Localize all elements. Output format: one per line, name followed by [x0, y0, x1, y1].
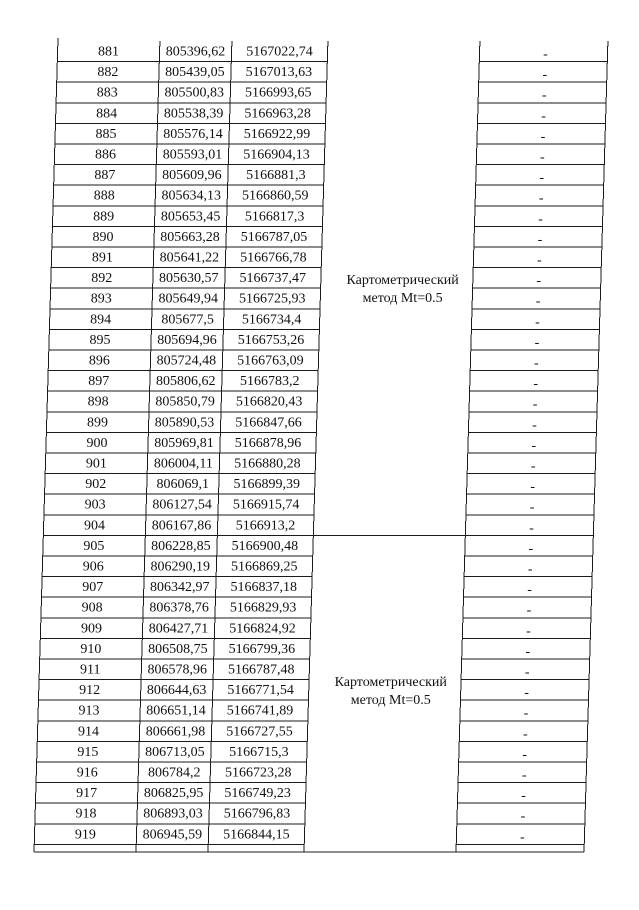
coordinate-y: 5166783,2	[240, 374, 300, 390]
coordinate-y: 5166766,78	[240, 250, 307, 266]
point-number: 894	[90, 312, 112, 328]
coordinate-y: 5166715,3	[229, 744, 289, 760]
point-number: 912	[79, 683, 101, 699]
coordinate-x: 805641,22	[159, 250, 220, 266]
point-number: 918	[75, 806, 97, 822]
point-number: 888	[93, 188, 115, 204]
coordinate-y: 5166753,26	[237, 332, 305, 348]
remark-dash: -	[535, 294, 541, 310]
coordinate-y: 5166899,39	[233, 477, 300, 493]
coordinate-x: 806893,03	[143, 806, 203, 822]
coordinate-x: 806784,2	[147, 765, 201, 781]
coordinate-x: 806228,85	[151, 538, 211, 554]
remark-dash: -	[541, 108, 546, 124]
remark-dash: -	[529, 520, 534, 536]
point-number: 897	[88, 374, 110, 390]
remark-dash: -	[521, 768, 527, 783]
remark-dash: -	[524, 665, 530, 680]
point-number: 915	[77, 744, 99, 760]
point-number: 917	[76, 786, 98, 802]
coordinate-x: 806713,05	[145, 744, 205, 760]
coordinate-y: 5166741,89	[226, 703, 294, 719]
coordinate-x: 805677,5	[161, 312, 214, 328]
remark-dash: -	[523, 706, 529, 722]
point-number: 901	[85, 456, 107, 472]
column-divider	[456, 41, 480, 852]
point-number: 885	[95, 126, 117, 142]
point-number: 905	[83, 538, 105, 554]
coordinate-y: 5166900,48	[231, 538, 299, 554]
remark-dash: -	[534, 335, 540, 351]
point-number: 907	[82, 580, 104, 596]
method-label-line2: метод Mt=0.5	[362, 291, 443, 307]
method-label-line1: Картометрический	[334, 674, 447, 690]
coordinate-y: 5166796,83	[223, 806, 291, 822]
coordinate-y: 5166737,47	[239, 271, 307, 287]
coordinate-x: 806069,1	[156, 477, 209, 493]
remark-dash: -	[537, 232, 543, 248]
coordinate-x: 805694,96	[157, 332, 217, 348]
coordinate-y: 5166860,59	[241, 188, 309, 204]
coordinate-x: 806661,98	[145, 724, 206, 740]
point-number: 886	[94, 147, 116, 163]
coordinate-x: 805653,45	[160, 209, 221, 225]
remark-dash: -	[525, 644, 531, 660]
coordinate-x: 806578,96	[147, 662, 208, 678]
remark-dash: -	[531, 438, 537, 454]
coordinate-y: 5166725,93	[238, 291, 306, 307]
method-label-line2: метод Mt=0.5	[350, 692, 431, 708]
coordinate-y: 5166824,92	[229, 621, 296, 637]
remark-dash: -	[526, 603, 532, 619]
remark-dash: -	[539, 170, 545, 186]
table-right-border	[584, 41, 608, 852]
coordinate-x: 805649,94	[158, 291, 218, 307]
coordinate-y: 5166787,05	[240, 229, 308, 245]
coordinate-y: 5166993,65	[245, 85, 312, 101]
coordinate-y: 5166880,28	[234, 456, 301, 472]
remark-dash: -	[520, 809, 526, 825]
remark-dash: -	[533, 356, 539, 371]
coordinate-x: 806167,86	[151, 518, 212, 534]
coordinate-y: 5166763,09	[237, 353, 304, 369]
point-number: 908	[81, 600, 103, 616]
coordinate-x: 805724,48	[156, 353, 217, 369]
coordinate-x: 806644,63	[146, 683, 207, 699]
coordinate-y: 5166723,28	[224, 765, 292, 781]
coordinate-y: 5166771,54	[227, 683, 294, 699]
remark-dash: -	[522, 747, 528, 763]
point-number: 911	[80, 662, 101, 678]
coordinate-x: 805663,28	[160, 229, 220, 245]
coordinate-y: 5166963,28	[244, 106, 311, 122]
coordinate-x: 805396,62	[165, 44, 226, 60]
coordinate-y: 5166881,3	[246, 168, 306, 184]
coordinate-x: 805969,81	[154, 435, 214, 451]
coordinate-x: 805500,83	[164, 85, 225, 101]
remark-dash: -	[530, 459, 536, 474]
remark-dash: -	[541, 88, 547, 104]
coordinate-x: 806127,54	[152, 497, 212, 513]
point-number: 900	[86, 435, 108, 451]
remark-dash: -	[532, 417, 537, 433]
coordinate-y: 5166799,36	[228, 641, 296, 657]
remark-dash: -	[536, 273, 542, 289]
remark-dash: -	[537, 253, 542, 268]
coordinate-y: 5166922,99	[243, 126, 311, 142]
remark-dash: -	[527, 582, 532, 598]
remark-dash: -	[538, 211, 543, 227]
coordinate-x: 805806,62	[156, 374, 216, 390]
coordinate-x: 806004,11	[153, 456, 213, 472]
method-label-line1: Картометрический	[346, 273, 459, 289]
point-number: 891	[91, 250, 113, 266]
coordinate-y: 5166878,96	[234, 435, 302, 451]
point-number: 890	[92, 229, 114, 245]
remark-dash: -	[521, 788, 526, 804]
remark-dash: -	[543, 47, 548, 62]
coordinate-y: 5166727,55	[226, 724, 293, 740]
point-number: 913	[78, 703, 100, 719]
remark-dash: -	[526, 623, 531, 639]
table-grid	[34, 38, 608, 852]
remark-dash: -	[538, 191, 544, 207]
point-number: 887	[94, 168, 116, 184]
coordinate-y: 5166844,15	[223, 827, 290, 843]
point-number: 881	[97, 44, 119, 60]
remark-dash: -	[540, 150, 545, 165]
remark-dash: -	[533, 376, 539, 392]
point-number: 904	[84, 518, 106, 534]
column-divider	[304, 41, 328, 852]
coordinate-y: 5166820,43	[235, 394, 303, 410]
coordinate-y: 5166829,93	[229, 600, 297, 616]
coordinate-x: 805634,13	[161, 188, 221, 204]
coordinate-x: 805576,14	[163, 126, 223, 142]
point-number: 906	[82, 559, 104, 575]
coordinate-x: 806378,76	[149, 600, 209, 616]
coordinate-y: 5166913,2	[235, 518, 296, 534]
point-number: 909	[80, 621, 102, 637]
coordinate-x: 805630,57	[159, 271, 219, 287]
coordinate-y: 5167013,63	[245, 65, 313, 81]
coordinate-y: 5166837,18	[230, 580, 297, 596]
point-number: 919	[74, 827, 96, 843]
coordinate-x: 806508,75	[148, 641, 208, 657]
coordinate-x: 806342,97	[149, 580, 210, 596]
point-number: 910	[80, 641, 102, 657]
coordinate-x: 806290,19	[150, 559, 211, 575]
remark-dash: -	[523, 726, 528, 742]
point-number: 898	[87, 394, 109, 410]
coordinate-y: 5166734,4	[241, 312, 302, 328]
remark-dash: -	[542, 67, 548, 83]
coordinate-x: 805538,39	[163, 106, 224, 122]
coordinate-x: 805609,96	[162, 168, 222, 184]
point-number: 889	[93, 209, 115, 225]
remark-dash: -	[530, 479, 535, 495]
remark-dash: -	[532, 397, 538, 413]
coordinate-y: 5166869,25	[231, 559, 298, 575]
point-number: 884	[96, 106, 118, 122]
coordinate-x: 805439,05	[165, 65, 225, 81]
point-number: 914	[77, 724, 99, 740]
point-number: 899	[87, 415, 109, 431]
point-number: 883	[96, 85, 118, 101]
point-number: 902	[85, 477, 107, 493]
remark-dash: -	[535, 314, 540, 330]
coordinate-y: 5166904,13	[243, 147, 310, 163]
point-number: 892	[91, 271, 113, 287]
table-left-border	[34, 38, 58, 852]
coordinate-y: 5166749,23	[224, 786, 291, 802]
coordinate-x: 806427,71	[148, 621, 209, 637]
point-number: 916	[76, 765, 98, 781]
coordinate-x: 806945,59	[142, 827, 203, 843]
coordinate-x: 806651,14	[146, 703, 206, 719]
coordinate-x: 806825,95	[143, 786, 204, 802]
coordinate-y: 5167022,74	[246, 44, 313, 60]
coordinate-y: 5166817,3	[244, 209, 305, 225]
coordinate-y: 5166915,74	[232, 497, 300, 513]
point-number: 882	[97, 65, 119, 81]
remark-dash: -	[529, 500, 535, 516]
remark-dash: -	[528, 541, 534, 557]
coordinate-y: 5166787,48	[228, 662, 295, 678]
coordinate-x: 805593,01	[162, 147, 223, 163]
point-number: 903	[84, 497, 106, 513]
coordinate-y: 5166847,66	[235, 415, 302, 431]
point-number: 893	[90, 291, 112, 307]
coordinate-x: 805850,79	[155, 394, 215, 410]
remark-dash: -	[527, 562, 533, 577]
remark-dash: -	[519, 829, 525, 845]
point-number: 896	[88, 353, 110, 369]
remark-dash: -	[540, 129, 546, 145]
point-number: 895	[89, 332, 111, 348]
coordinate-x: 805890,53	[154, 415, 215, 431]
remark-dash: -	[524, 685, 529, 701]
